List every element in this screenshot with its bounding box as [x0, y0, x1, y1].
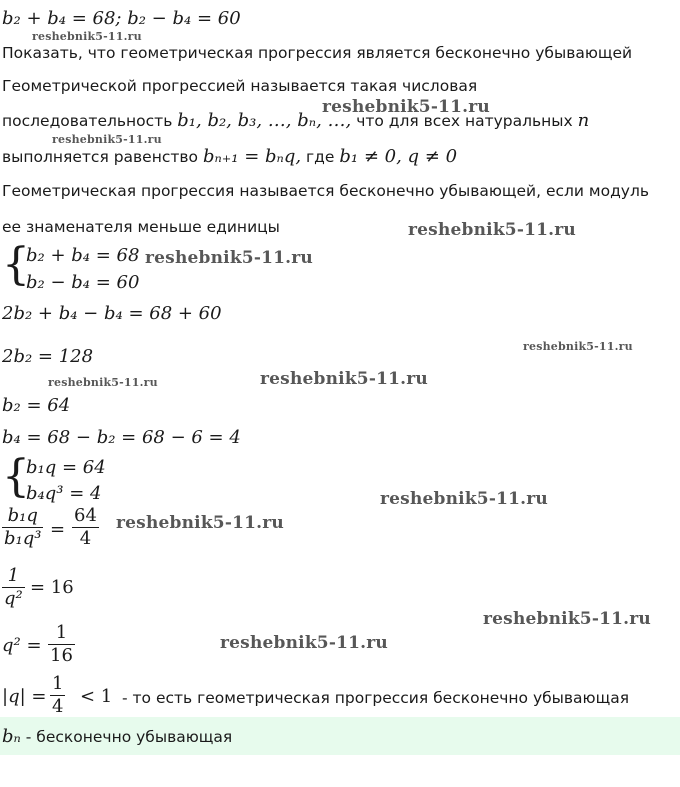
system-brace: { — [2, 451, 30, 502]
equals-sign: = — [50, 519, 66, 540]
definition-text: выполняется равенство — [2, 148, 199, 166]
watermark: reshebnik5-11.ru — [380, 489, 548, 509]
fraction-numerator: 1 — [52, 673, 64, 694]
infinite-def-line-2: ее знаменателя меньше единицы — [2, 218, 280, 236]
fraction-numerator: b₁q — [2, 505, 43, 528]
definition-line-3 — [2, 146, 457, 167]
q-squared: q² = — [2, 635, 42, 656]
fraction-denominator: 4 — [79, 528, 92, 549]
fraction-ratio — [2, 505, 43, 550]
variable-n: n — [577, 110, 590, 131]
watermark: reshebnik5-11.ru — [145, 248, 313, 268]
watermark: reshebnik5-11.ru — [48, 376, 158, 389]
definition-line-1: Геометрической прогрессией называется такая числовая — [2, 77, 478, 95]
conclusion — [2, 726, 232, 747]
fraction-value — [72, 505, 99, 550]
step-b2: b₂ = 64 — [2, 395, 71, 416]
less-than-one: < 1 — [80, 686, 113, 707]
abs-conclusion-text: - то есть геометрическая прогрессия бесконечно убывающая — [122, 689, 630, 707]
fraction-denominator: q² — [4, 588, 23, 609]
fraction-numerator: 1 — [2, 565, 25, 588]
watermark: reshebnik5-11.ru — [483, 609, 651, 629]
step-b4: b₄ = 68 − b₂ = 68 − 6 = 4 — [2, 427, 241, 448]
fraction-numerator: 1 — [48, 622, 75, 645]
watermark: reshebnik5-11.ru — [52, 133, 162, 146]
fraction-one-quarter — [50, 673, 65, 718]
system-brace: { — [2, 239, 30, 290]
definition-line-2 — [2, 110, 589, 131]
watermark: reshebnik5-11.ru — [116, 513, 284, 533]
fraction-inverse-q2 — [2, 565, 25, 610]
system1-eq1: b₂ + b₄ = 68 — [26, 245, 140, 266]
fraction-denominator: b₁q³ — [4, 528, 42, 549]
fraction-denominator: 4 — [52, 696, 64, 717]
sequence-formula: b₁, b₂, b₃, …, bₙ, …, — [177, 110, 352, 131]
fraction-one-sixteenth — [48, 622, 75, 667]
definition-text: где — [306, 148, 335, 166]
system1-eq2: b₂ − b₄ = 60 — [26, 272, 140, 293]
recurrence-formula: bₙ₊₁ = bₙq, — [202, 146, 302, 167]
conditions-formula: b₁ ≠ 0, q ≠ 0 — [339, 146, 458, 167]
fraction-numerator: 64 — [74, 505, 97, 526]
watermark: reshebnik5-11.ru — [322, 97, 490, 117]
header-equation: b₂ + b₄ = 68; b₂ − b₄ = 60 — [2, 8, 241, 29]
watermark: reshebnik5-11.ru — [260, 369, 428, 389]
conclusion-text: - бесконечно убывающая — [25, 728, 233, 746]
fraction-denominator: 16 — [50, 645, 73, 666]
watermark: reshebnik5-11.ru — [523, 340, 633, 353]
step-2b2: 2b₂ = 128 — [2, 346, 94, 367]
equals-value: = 16 — [30, 577, 74, 598]
watermark: reshebnik5-11.ru — [408, 220, 576, 240]
definition-text: последовательность — [2, 112, 173, 130]
definition-text: что для всех натуральных — [356, 112, 573, 130]
infinite-def-line-1: Геометрическая прогрессия называется бесконечно убывающей, если модуль — [2, 182, 650, 200]
abs-q: |q| = — [2, 686, 47, 707]
system2-eq1: b₁q = 64 — [26, 457, 106, 478]
step-sum: 2b₂ + b₄ − b₄ = 68 + 60 — [2, 303, 222, 324]
watermark: reshebnik5-11.ru — [220, 633, 388, 653]
conclusion-symbol: bₙ — [2, 726, 21, 747]
task-text: Показать, что геометрическая прогрессия является бесконечно убывающей — [2, 44, 633, 62]
system2-eq2: b₄q³ = 4 — [26, 483, 102, 504]
watermark: reshebnik5-11.ru — [32, 30, 142, 43]
